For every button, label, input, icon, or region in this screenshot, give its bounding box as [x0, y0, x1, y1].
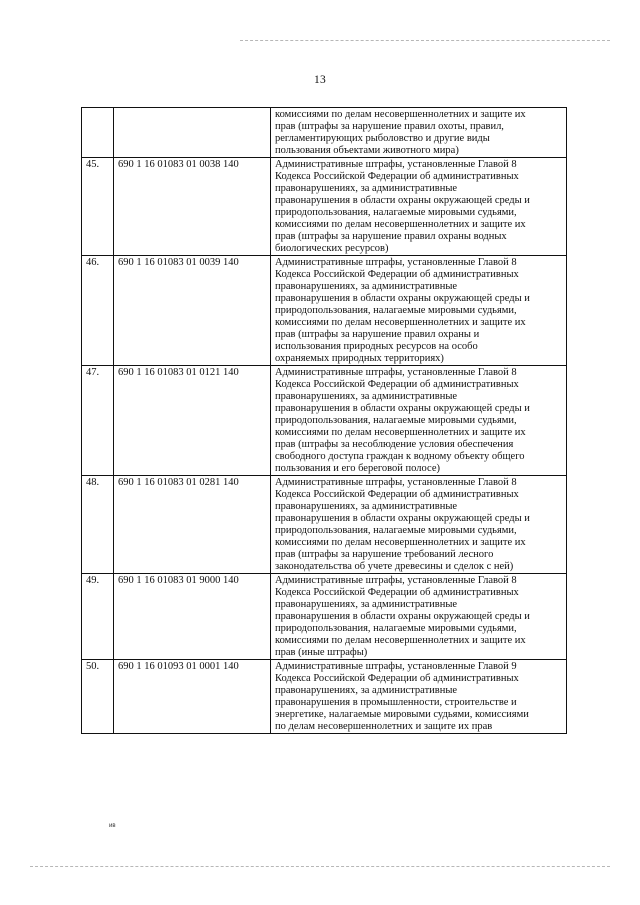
description-line: прав (штрафы за нарушение правил охраны и: [275, 329, 480, 340]
budget-classification-code: 690 1 16 01083 01 0281 140: [114, 476, 271, 574]
scan-edge-top: [240, 40, 610, 41]
description-line: энергетике, налагаемые мировыми судьями, комиссиями: [275, 709, 529, 720]
description-line: правонарушениях, за административные: [275, 183, 458, 194]
description-line: природопользования, налагаемые мировыми судьями,: [275, 207, 517, 218]
description-line: Кодекса Российской Федерации об административных: [275, 673, 519, 684]
table-row: [82, 660, 567, 734]
description-line: правонарушениях, за административные: [275, 281, 458, 292]
description-line: прав (иные штрафы): [275, 647, 368, 658]
budget-classification-code: 690 1 16 01083 01 0121 140: [114, 366, 271, 476]
revenue-description: [271, 256, 567, 366]
description-line: правонарушениях, за административные: [275, 599, 458, 610]
description-line: комиссиями по делам несовершеннолетних и защите их: [275, 427, 526, 438]
description-line: Административные штрафы, установленные Главой 9: [275, 661, 517, 672]
description-line: Кодекса Российской Федерации об административных: [275, 489, 519, 500]
budget-classification-code: 690 1 16 01083 01 9000 140: [114, 574, 271, 660]
description-line: использования природных ресурсов на особо: [275, 341, 478, 352]
row-number: 49.: [82, 574, 114, 660]
description-line: правонарушениях, за административные: [275, 501, 458, 512]
revenue-description: [271, 158, 567, 256]
footer-mark: ив: [109, 823, 116, 829]
description-line: прав (штрафы за нарушение требований лесного: [275, 549, 494, 560]
description-line: свободного доступа граждан к водному объекту общего: [275, 451, 525, 462]
description-line: правонарушения в промышленности, строительстве и: [275, 697, 517, 708]
description-line: Кодекса Российской Федерации об административных: [275, 171, 519, 182]
description-line: Административные штрафы, установленные Главой 8: [275, 477, 517, 488]
description-line: природопользования, налагаемые мировыми судьями,: [275, 623, 517, 634]
description-line: правонарушения в области охраны окружающей среды и: [275, 293, 530, 304]
budget-classification-code: 690 1 16 01083 01 0038 140: [114, 158, 271, 256]
revenue-description: [271, 574, 567, 660]
table-row: [82, 158, 567, 256]
description-line: комиссиями по делам несовершеннолетних и защите их: [275, 219, 526, 230]
row-number: 46.: [82, 256, 114, 366]
description-line: пользования объектами животного мира): [275, 145, 459, 156]
row-number: 45.: [82, 158, 114, 256]
description-line: охраняемых природных территориях): [275, 353, 444, 364]
description-line: Административные штрафы, установленные Главой 8: [275, 257, 517, 268]
description-line: законодательства об учете древесины и сделок с ней): [275, 561, 514, 572]
description-line: Административные штрафы, установленные Главой 8: [275, 159, 517, 170]
table-row: [82, 476, 567, 574]
description-line: правонарушения в области охраны окружающей среды и: [275, 195, 530, 206]
description-line: прав (штрафы за нарушение правил охоты, правил,: [275, 121, 504, 132]
revenue-description: [271, 660, 567, 734]
table-body: [82, 108, 567, 734]
row-number: 47.: [82, 366, 114, 476]
description-line: Кодекса Российской Федерации об административных: [275, 269, 519, 280]
table-row: [82, 574, 567, 660]
page-number: 13: [314, 74, 326, 86]
row-number: [82, 108, 114, 158]
description-line: Кодекса Российской Федерации об административных: [275, 587, 519, 598]
description-line: комиссиями по делам несовершеннолетних и защите их: [275, 109, 526, 120]
row-number: 48.: [82, 476, 114, 574]
description-line: правонарушениях, за административные: [275, 391, 458, 402]
description-line: Административные штрафы, установленные Главой 8: [275, 575, 517, 586]
revenue-description: [271, 366, 567, 476]
revenue-description: [271, 108, 567, 158]
description-line: прав (штрафы за несоблюдение условия обеспечения: [275, 439, 514, 450]
revenue-description: [271, 476, 567, 574]
table-row: [82, 366, 567, 476]
description-line: прав (штрафы за нарушение правил охраны водных: [275, 231, 507, 242]
description-line: биологических ресурсов): [275, 243, 389, 254]
description-line: правонарушения в области охраны окружающей среды и: [275, 513, 530, 524]
description-line: правонарушения в области охраны окружающей среды и: [275, 403, 530, 414]
table-row: [82, 108, 567, 158]
description-line: природопользования, налагаемые мировыми судьями,: [275, 415, 517, 426]
description-line: пользования и его береговой полосе): [275, 463, 440, 474]
description-line: комиссиями по делам несовершеннолетних и защите их: [275, 317, 526, 328]
description-line: природопользования, налагаемые мировыми судьями,: [275, 525, 517, 536]
description-line: регламентирующих рыболовство и другие виды: [275, 133, 490, 144]
description-line: комиссиями по делам несовершеннолетних и защите их: [275, 635, 526, 646]
budget-classification-code: 690 1 16 01093 01 0001 140: [114, 660, 271, 734]
description-line: правонарушениях, за административные: [275, 685, 458, 696]
description-line: Кодекса Российской Федерации об административных: [275, 379, 519, 390]
description-line: природопользования, налагаемые мировыми судьями,: [275, 305, 517, 316]
description-line: Административные штрафы, установленные Главой 8: [275, 367, 517, 378]
table-row: [82, 256, 567, 366]
revenue-codes-table: [81, 107, 567, 734]
description-line: правонарушения в области охраны окружающей среды и: [275, 611, 530, 622]
scan-edge-bottom: [30, 866, 610, 867]
description-line: по делам несовершеннолетних и защите их прав: [275, 721, 493, 732]
row-number: 50.: [82, 660, 114, 734]
description-line: комиссиями по делам несовершеннолетних и защите их: [275, 537, 526, 548]
budget-classification-code: [114, 108, 271, 158]
budget-classification-code: 690 1 16 01083 01 0039 140: [114, 256, 271, 366]
